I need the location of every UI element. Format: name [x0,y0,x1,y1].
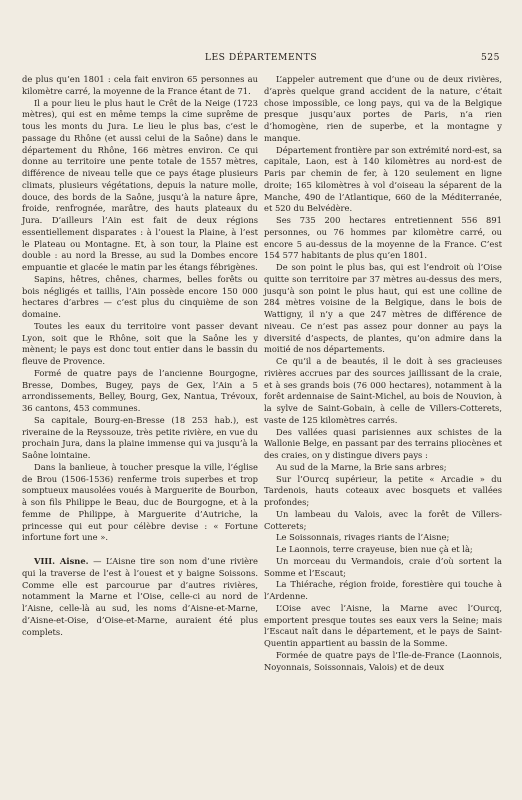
paragraph: L’Oise avec l’Aisne, la Marne avec l’Ourcq, emportent presque toutes ses eaux vers la Seine; mais l’Escaut naît dans le département, et le pays de Saint-Quentin appartient au bassin de la Somme. [264,602,502,648]
paragraph: L’appeler autrement que d’une ou de deux rivières, d’après quelque grand accident de la nature, c’était chose impossible, ce long pays, qui va de la Belgique presque jusqu’aux portes de Paris, n’a rien d’homogène, rien de superbe, et la montagne y manque. [264,74,502,143]
paragraph: Formée de quatre pays de l’Ile-de-France (Laonnois, Noyonnais, Soissonnais, Valois) et de deux [264,649,502,672]
paragraph: Il a pour lieu le plus haut le Crêt de la Neige (1723 mètres), qui est en même temps la cime suprême de tous les monts du Jura. Le lieu le plus bas, c’est le passage du Rhône (et aussi celui de la Saône) dans le département du Rhône, 166 mètres environ. Ce qui donne au territoire une pente totale de 1557 mètres, différence de niveau telle que ce pays étage plusieurs climats, plusieurs végétations, depuis la nature molle, douce, des bords de la Saône, jusqu’à la nature âpre, froide, renfrognée, marâtre, des hauts plateaux du Jura. D’ailleurs l’Ain est fait de deux régions essentiellement disparates : à l’ouest la Plaine, à l’est le Plateau ou Montagne. Et, à son tour, la Plaine est double : au nord la Bresse, au sud la Dombes encore empuantie et glacée le matin par les étangs fébrigènes. [22,97,258,272]
list-item: Au sud de la Marne, la Brie sans arbres; [276,461,447,472]
paragraph: Département frontière par son extrémité nord-est, sa capitale, Laon, est à 140 kilomètres au nord-est de Paris par chemin de fer, à 120 seulement en ligne droite; 165 kilomètres à vol d’oiseau la séparent de la Manche, 490 de l’Atlantique, 660 de la Méditerranée, et 520 du Belvédère. [264,144,502,214]
section-paragraph [22,556,258,638]
paragraph: Sa capitale, Bourg-en-Bresse (18 253 hab.), est riveraine de la Reyssouze, très petite rivière, en vue du prochain Jura, dans la plaine immense qui va jusqu’à la Saône lointaine. [22,414,258,460]
paragraph: Dans la banlieue, à toucher presque la ville, l’église de Brou (1506-1536) renferme trois superbes et trop somptueux mausolées voués à Marguerite de Bourbon, à son fils Philippe le Beau, duc de Bourgogne, et à la femme de Philippe, à Marguerite d’Autriche, la princesse qui eut pour célèbre devise : « Fortune infortune fort une ». [22,461,258,543]
paragraph: Des vallées quasi parisiennes aux schistes de la Wallonie Belge, en passant par des terrains pliocènes et des craies, on y distingue divers pays : [264,426,502,460]
paragraph: Sapins, hêtres, chênes, charmes, belles forêts ou bois négligés et taillis, l’Ain possède encore 150 000 hectares d’arbres — c’est plus du cinquième de son domaine. [22,273,258,319]
right-column [264,74,502,673]
running-header [22,52,500,66]
list-item: Le Soissonnais, rivages riants de l’Aisne; [276,532,450,543]
paragraph: Toutes les eaux du territoire vont passer devant Lyon, soit que le Rhône, soit que la Saône les y mènent; le pays est donc tout entier dans le bassin du fleuve de Provence. [22,320,258,366]
section-heading: VIII. Aisne. [34,556,89,566]
paragraph: de plus qu’en 1801 : cela fait environ 65 personnes au kilomètre carré, la moyenne de la France étant de 71. [22,74,258,96]
list-item: Le Laonnois, terre crayeuse, bien nue çà et là; [276,544,473,554]
page-number: 525 [480,52,500,63]
section-text: — L’Aisne tire son nom d’une rivière qui la traverse de l’est à l’ouest et y baigne Soissons. Comme elle est parcourue par d’autres rivières, notamment la Marne et l’Oise, celle-ci au nord de l’Aisne, celle-là au sud, les noms d’Aisne-et-Marne, d’Aisne-et-Oise, d’Oise-et-Marne, auraient été plus complets. [22,556,258,637]
left-column [22,74,258,638]
header-title: LES DÉPARTEMENTS [204,52,318,63]
list-item: Sur l’Ourcq supérieur, la petite « Arcadie » du Tardenois, hauts coteaux avec bosquets et vallées profondes; [264,473,502,507]
list-item: Un morceau du Vermandois, craie d’où sortent la Somme et l’Escaut; [264,555,502,578]
paragraph: Ce qu’il a de beautés, il le doit à ses gracieuses rivières accrues par des sources jaillissant de la craie, et à ses grands bois (76 000 hectares), notamment à la forêt ardennaise de Saint-Michel, au bois de Nouvion, à la sylve de Saint-Gobain, à celle de Villers-Cotterets, vaste de 125 kilomètres carrés. [264,356,502,425]
paragraph: Ses 735 200 hectares entretiennent 556 891 personnes, ou 76 hommes par kilomètre carré, ou encore 5 au-dessus de la moyenne de la France. C’est 154 577 habitants de plus qu’en 1801. [264,215,502,261]
paragraph: De son point le plus bas, qui est l’endroit où l’Oise quitte son territoire par 37 mètres au-dessus des mers, jusqu’à son point le plus haut, qui est une colline de 284 mètres voisine de la Belgique, dans le bois de Wattigny, il n’y a que 247 mètres de différence de niveau. Ce n’est pas assez pour donner au pays la diversité d’aspects, de plantes, qu’on admire dans la moitié de nos départements. [264,262,502,355]
paragraph: Formé de quatre pays de l’ancienne Bourgogne, Bresse, Dombes, Bugey, pays de Gex, l’Ain a 5 arrondissements, Belley, Bourg, Gex, Nantua, Trévoux, 36 cantons, 453 communes. [22,367,258,413]
list-item: La Thiérache, région froide, forestière qui touche à l’Ardenne. [264,579,502,601]
list-item: Un lambeau du Valois, avec la forêt de Villers-Cotterets; [264,508,502,531]
